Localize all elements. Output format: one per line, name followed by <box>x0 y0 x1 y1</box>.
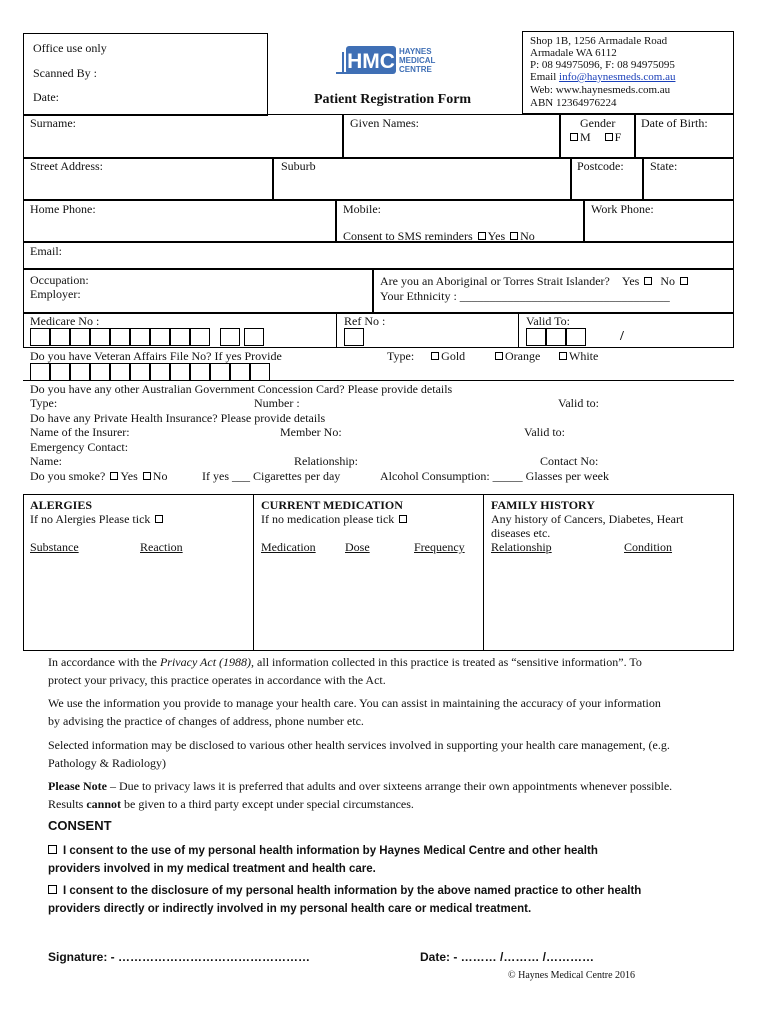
alcohol-field[interactable]: Alcohol Consumption: _____ Glasses per week <box>380 469 609 483</box>
smoke-yes-label: Yes <box>120 469 138 483</box>
no-medication-checkbox[interactable] <box>399 515 407 523</box>
privacy-p4-post: be given to a third party except under special circumstances. <box>121 797 414 811</box>
privacy-paragraph-1 <box>48 653 728 689</box>
veteran-digit-3[interactable] <box>70 363 90 381</box>
veteran-orange <box>493 349 540 363</box>
veteran-digit-10[interactable] <box>210 363 230 381</box>
consent-2-checkbox[interactable] <box>48 885 57 894</box>
sms-label: Consent to SMS reminders <box>343 229 473 243</box>
email-field[interactable] <box>23 242 734 269</box>
mobile-label: Mobile: <box>343 202 381 216</box>
allergies-sub-label: If no Alergies Please tick <box>30 512 151 526</box>
valid-slash: / <box>620 329 624 344</box>
smoke-no-checkbox[interactable] <box>143 472 151 480</box>
aboriginal-yes-checkbox[interactable] <box>644 277 652 285</box>
privacy-paragraph-3 <box>48 736 728 772</box>
orange-label: Orange <box>505 349 541 363</box>
medicare-divider <box>336 313 337 348</box>
medicare-digit-3[interactable] <box>70 328 90 346</box>
medicare-digit-5[interactable] <box>110 328 130 346</box>
veteran-label: Do you have Veteran Affairs File No? If yes Provide <box>30 349 282 363</box>
veteran-digit-7[interactable] <box>150 363 170 381</box>
white-checkbox[interactable] <box>559 352 567 360</box>
veteran-digit-9[interactable] <box>190 363 210 381</box>
gold-checkbox[interactable] <box>431 352 439 360</box>
aboriginal-yes-label: Yes <box>621 274 640 288</box>
suburb-field[interactable] <box>273 158 571 200</box>
sms-yes-checkbox[interactable] <box>478 232 486 240</box>
logo-line2: MEDICAL <box>399 56 436 65</box>
veteran-white <box>557 349 598 363</box>
medicare-digit-7[interactable] <box>150 328 170 346</box>
email-label: Email: <box>30 244 62 258</box>
medicare-digit-2[interactable] <box>50 328 70 346</box>
veteran-digit-4[interactable] <box>90 363 110 381</box>
suburb-label: Suburb <box>281 159 316 173</box>
gender-m-checkbox[interactable] <box>570 133 578 141</box>
surname-label: Surname: <box>30 116 76 130</box>
privacy-p2-line2: by advising the practice of changes of address, phone number etc. <box>48 714 364 728</box>
dose-header: Dose <box>345 540 370 554</box>
medical-divider-1 <box>253 494 254 651</box>
concession-top-line <box>23 380 734 381</box>
occupation-label: Occupation: <box>30 273 89 287</box>
veteran-digit-6[interactable] <box>130 363 150 381</box>
privacy-p1-line2: protect your privacy, this practice operates in accordance with the Act. <box>48 673 386 687</box>
relationship-header: Relationship <box>491 540 552 554</box>
smoke-yes-checkbox[interactable] <box>110 472 118 480</box>
postcode-label: Postcode: <box>577 159 624 173</box>
ref-no-label: Ref No : <box>344 314 386 328</box>
medication-sub-label: If no medication please tick <box>261 512 395 526</box>
employer-label: Employer: <box>30 287 81 301</box>
given-names-label: Given Names: <box>350 116 419 130</box>
consent-2 <box>48 882 728 918</box>
work-phone-label: Work Phone: <box>591 202 654 216</box>
sms-consent <box>343 229 535 243</box>
aboriginal-no-checkbox[interactable] <box>680 277 688 285</box>
medicare-digit-8[interactable] <box>170 328 190 346</box>
address-phone: P: 08 94975096, F: 08 94975095 <box>530 59 675 71</box>
gold-label: Gold <box>441 349 466 363</box>
privacy-paragraph-2 <box>48 694 728 730</box>
insurance-question: Do have any Private Health Insurance? Please provide details <box>30 411 326 425</box>
state-label: State: <box>650 159 678 173</box>
valid-to-label: Valid To: <box>526 314 570 328</box>
privacy-p4-pre: Results <box>48 797 87 811</box>
privacy-p4-line1: – Due to privacy laws it is preferred that adults and over sixteens arrange their own appointments whenever possible. <box>106 779 673 793</box>
medication-sub <box>261 512 409 526</box>
ref-no-cell[interactable] <box>344 328 364 346</box>
sms-yes-label: Yes <box>487 229 506 243</box>
smoke-no-label: No <box>152 469 168 483</box>
gender-f-checkbox[interactable] <box>605 133 613 141</box>
reaction-header: Reaction <box>140 540 183 554</box>
concession-type-label: Type: <box>30 396 58 410</box>
veteran-type <box>387 349 465 363</box>
logo-line1: HAYNES <box>399 47 432 56</box>
office-use-title: Office use only <box>33 41 107 55</box>
veteran-digit-1[interactable] <box>30 363 50 381</box>
veteran-digit-8[interactable] <box>170 363 190 381</box>
emergency-contact-label: Contact No: <box>540 454 599 468</box>
no-allergies-checkbox[interactable] <box>155 515 163 523</box>
address-line1: Shop 1B, 1256 Armadale Road <box>530 35 668 47</box>
privacy-p3-line2: Pathology & Radiology) <box>48 756 166 770</box>
dob-label: Date of Birth: <box>641 116 708 130</box>
gender-label: Gender <box>580 116 616 130</box>
medicare-digit-11[interactable] <box>244 328 264 346</box>
consent-1-line1: I consent to the use of my personal health information by Haynes Medical Centre and other health <box>63 845 598 857</box>
medical-divider-2 <box>483 494 484 651</box>
family-title: FAMILY HISTORY <box>491 498 595 512</box>
gender-f-label: F <box>614 130 622 144</box>
consent-title: CONSENT <box>48 818 112 833</box>
concession-question: Do you have any other Australian Government Concession Card? Please provide details <box>30 382 453 396</box>
veteran-digit-5[interactable] <box>110 363 130 381</box>
email-link[interactable]: info@haynesmeds.com.au <box>559 71 676 83</box>
consent-1-line2: providers involved in my medical treatment and health care. <box>48 863 376 875</box>
scanned-by-label: Scanned By : <box>33 66 97 80</box>
allergies-sub <box>30 512 165 526</box>
smoke-label: Do you smoke? <box>30 469 106 483</box>
veteran-digit-2[interactable] <box>50 363 70 381</box>
allergies-title: ALERGIES <box>30 498 93 512</box>
privacy-p3-line1: Selected information may be disclosed to various other health services involved in supporting your health care management, (e.g. <box>48 738 670 752</box>
medicare-digit-1[interactable] <box>30 328 50 346</box>
white-label: White <box>569 349 599 363</box>
member-label: Member No: <box>280 425 342 439</box>
privacy-p1-start: In accordance with the <box>48 655 160 669</box>
aboriginal-question <box>380 274 690 288</box>
form-title: Patient Registration Form <box>314 92 472 107</box>
insurer-label: Name of the Insurer: <box>30 425 130 439</box>
logo-line3: CENTRE <box>399 65 432 74</box>
cigarettes-field[interactable]: If yes ___ Cigarettes per day <box>202 469 341 483</box>
gender-options <box>568 130 621 144</box>
valid-cell-2[interactable] <box>546 328 566 346</box>
insurance-valid-label: Valid to: <box>524 425 565 439</box>
medicare-label: Medicare No : <box>30 314 100 328</box>
privacy-p4-bold: cannot <box>86 797 122 811</box>
privacy-p2-line1: We use the information you provide to manage your health care. You can assist in maintaining the accuracy of your information <box>48 696 661 710</box>
smoke-question <box>30 469 167 483</box>
valid-divider <box>518 313 519 348</box>
logo-letters: HMC <box>347 50 395 73</box>
family-sub1: Any history of Cancers, Diabetes, Heart <box>491 512 684 526</box>
address-email-row <box>530 71 675 83</box>
valid-cell-1[interactable] <box>526 328 546 346</box>
address-email-label: Email <box>530 71 560 83</box>
address-abn: ABN 12364976224 <box>530 97 617 109</box>
copyright: © Haynes Medical Centre 2016 <box>508 970 636 981</box>
aboriginal-label: Are you an Aboriginal or Torres Strait Islander? <box>380 274 610 288</box>
family-sub2: diseases etc. <box>491 526 551 540</box>
medicare-digit-4[interactable] <box>90 328 110 346</box>
privacy-act-name: Privacy Act (1988), <box>159 655 255 669</box>
please-note-label: Please Note <box>48 779 107 793</box>
valid-cell-3[interactable] <box>566 328 586 346</box>
office-date-label: Date: <box>33 90 59 104</box>
aboriginal-no-label: No <box>660 274 676 288</box>
sms-no-checkbox[interactable] <box>510 232 518 240</box>
medicare-digit-9[interactable] <box>190 328 210 346</box>
ethnicity-field[interactable]: Your Ethnicity : ___________________________________ <box>380 289 670 303</box>
frequency-header: Frequency <box>414 540 465 554</box>
medication-header: Medication <box>261 540 316 554</box>
privacy-paragraph-4 <box>48 777 728 813</box>
sms-no-label: No <box>520 229 535 243</box>
substance-header: Substance <box>30 540 79 554</box>
gender-m-label: M <box>580 130 591 144</box>
consent-1 <box>48 842 728 878</box>
medicare-digit-6[interactable] <box>130 328 150 346</box>
consent-1-checkbox[interactable] <box>48 845 57 854</box>
veteran-type-label: Type: <box>387 349 415 363</box>
consent-date-field[interactable]: Date: - ……… /……… /………… <box>420 950 595 964</box>
consent-2-line1: I consent to the disclosure of my personal health information by the above named practice to other health <box>63 885 642 897</box>
concession-valid-label: Valid to: <box>558 396 599 410</box>
orange-checkbox[interactable] <box>495 352 503 360</box>
concession-number-label: Number : <box>254 396 300 410</box>
street-label: Street Address: <box>30 159 103 173</box>
medication-title: CURRENT MEDICATION <box>261 498 403 512</box>
emergency-name-label: Name: <box>30 454 62 468</box>
emergency-relationship-label: Relationship: <box>294 454 358 468</box>
consent-2-line2: providers directly or indirectly involved in my personal health care or medical treatment. <box>48 903 532 915</box>
veteran-digit-12[interactable] <box>250 363 270 381</box>
home-phone-label: Home Phone: <box>30 202 96 216</box>
address-line2: Armadale WA 6112 <box>530 47 617 59</box>
privacy-p1-end: all information collected in this practice is treated as “sensitive information”. To <box>254 655 642 669</box>
emergency-label: Emergency Contact: <box>30 440 129 454</box>
hmc-logo <box>336 42 440 78</box>
condition-header: Condition <box>624 540 673 554</box>
veteran-digit-11[interactable] <box>230 363 250 381</box>
medicare-digit-10[interactable] <box>220 328 240 346</box>
address-web: Web: www.haynesmeds.com.au <box>530 84 671 96</box>
signature-field[interactable]: Signature: - ………………………………………… <box>48 950 311 964</box>
